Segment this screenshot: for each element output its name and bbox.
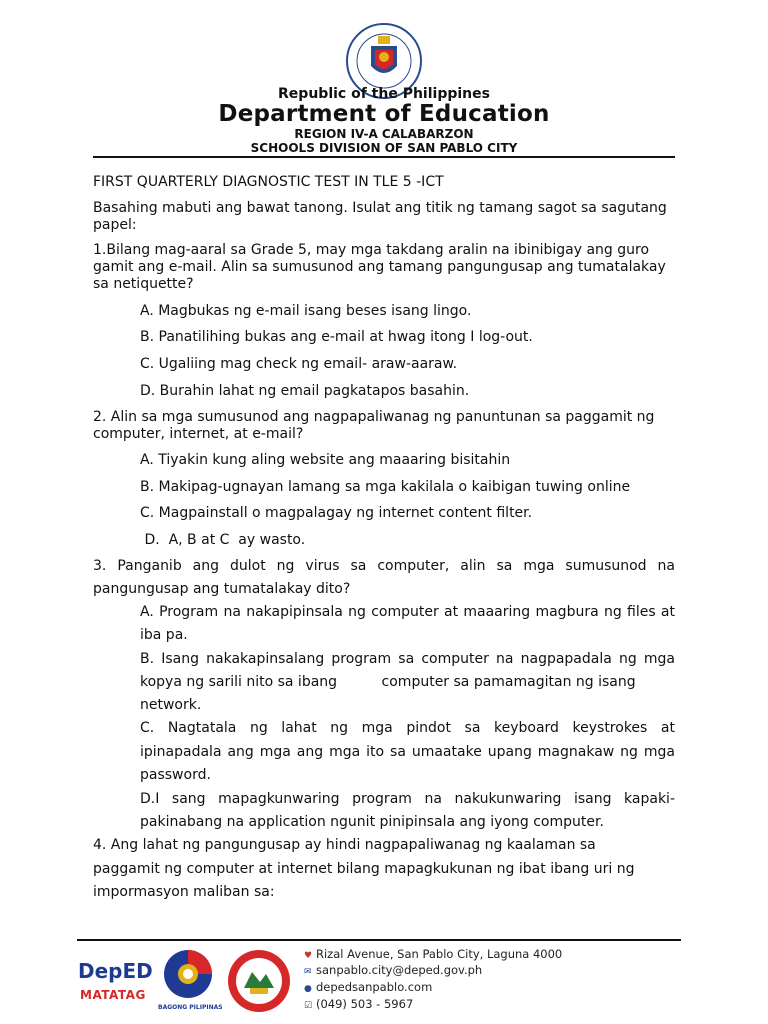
bagong-pilipinas-text: BAGONG PILIPINAS <box>158 1004 223 1011</box>
question-3-option-b-line-3: network. <box>140 697 202 713</box>
email-icon: ✉ <box>304 967 312 977</box>
republic-heading: Republic of the Philippines <box>278 86 490 102</box>
deped-logo-text: DepED <box>78 959 153 983</box>
question-4-line-1: 4. Ang lahat ng pangungusap ay hindi nagpapaliwanag ng kaalaman sa <box>93 837 596 853</box>
question-4-line-2: paggamit ng computer at internet bilang mapagkukunan ng ibat ibang uri ng <box>93 861 635 877</box>
question-4-line-3: impormasyon maliban sa: <box>93 884 275 900</box>
phone-icon: ☑ <box>304 1001 313 1011</box>
department-heading: Department of Education <box>218 101 550 127</box>
region-heading: REGION IV-A CALABARZON <box>294 127 474 141</box>
question-3-option-c-line-3: password. <box>140 767 211 783</box>
question-2-option-c: C. Magpainstall o magpalagay ng internet content filter. <box>140 505 533 521</box>
question-3-option-a-line-1: A. Program na nakapipinsala ng computer at maaaring magbura ng files at <box>140 604 675 620</box>
question-2-option-b: B. Makipag-ugnayan lamang sa mga kakilala o kaibigan tuwing online <box>140 479 631 495</box>
instructions: Basahing mabuti ang bawat tanong. Isulat ang titik ng tamang sagot sa sagutang papel: <box>93 200 667 233</box>
footer-website-row <box>304 980 432 996</box>
question-3-stem-line-1: 3. Panganib ang dulot ng virus sa computer, alin sa mga sumusunod na <box>93 558 675 574</box>
bagong-pilipinas-sun-icon <box>158 948 218 1002</box>
question-3-option-a-line-2: iba pa. <box>140 627 188 643</box>
footer-email: sanpablo.city@deped.gov.ph <box>316 963 483 977</box>
footer-phone: (049) 503 - 5967 <box>316 997 414 1011</box>
question-3-option-d-line-2: pakinabang na application ngunit pinipinsala ang iyong computer. <box>140 814 604 830</box>
question-2-option-a: A. Tiyakin kung aling website ang maaaring bisitahin <box>140 452 511 468</box>
location-pin-icon: ♥ <box>304 951 313 961</box>
footer-website: depedsanpablo.com <box>316 980 433 994</box>
footer-address: Rizal Avenue, San Pablo City, Laguna 4000 <box>316 947 563 961</box>
question-1-option-b: B. Panatilihing bukas ang e-mail at hwag itong I log-out. <box>140 329 533 345</box>
footer-address-row <box>304 947 562 963</box>
test-title: FIRST QUARTERLY DIAGNOSTIC TEST IN TLE 5 -ICT <box>93 174 444 190</box>
question-3-option-c-line-1: C. Nagtatala ng lahat ng mga pindot sa keyboard keystrokes at <box>140 720 675 736</box>
division-heading: SCHOOLS DIVISION OF SAN PABLO CITY <box>250 141 518 155</box>
question-3-option-d-line-1: D.I sang mapagkunwaring program na nakukunwaring isang kapaki- <box>140 791 675 807</box>
deped-matatag-logo <box>78 952 153 1012</box>
question-3-option-b-line-2: kopya ng sarili nito sa ibang computer sa pamamagitan ng isang <box>140 674 636 690</box>
question-3-option-b-line-1: B. Isang nakakapinsalang program sa computer na nagpapadala ng mga <box>140 651 675 667</box>
question-1-option-c: C. Ugaliing mag check ng email- araw-aaraw. <box>140 356 458 372</box>
footer-divider <box>77 939 681 941</box>
header-divider <box>93 156 675 158</box>
matatag-logo-text: MATATAG <box>80 988 146 1002</box>
question-2-option-d: D. A, B at C ay wasto. <box>140 532 306 548</box>
question-3-option-c-line-2: ipinapadala ang mga ang mga ito sa umaatake upang magnakaw ng mga <box>140 744 675 760</box>
bagong-pilipinas-logo <box>158 948 223 1014</box>
sdo-san-pablo-seal-logo <box>226 948 292 1014</box>
question-1-option-a: A. Magbukas ng e-mail isang beses isang lingo. <box>140 303 472 319</box>
footer-phone-row <box>304 997 413 1013</box>
footer-email-row <box>304 963 482 979</box>
globe-icon: ● <box>304 984 312 994</box>
question-2-stem: 2. Alin sa mga sumusunod ang nagpapaliwanag ng panuntunan sa paggamit ng computer, internet, at e-mail? <box>93 409 655 442</box>
question-3-stem-line-2: pangungusap ang tumatalakay dito? <box>93 581 351 597</box>
question-1-stem: 1.Bilang mag-aaral sa Grade 5, may mga takdang aralin na ibinibigay ang guro gamit ang e-mail. Alin sa sumusunod ang tamang pangungusap ang tumatalakay sa netiquette? <box>93 242 666 292</box>
question-1-option-d: D. Burahin lahat ng email pagkatapos basahin. <box>140 383 470 399</box>
